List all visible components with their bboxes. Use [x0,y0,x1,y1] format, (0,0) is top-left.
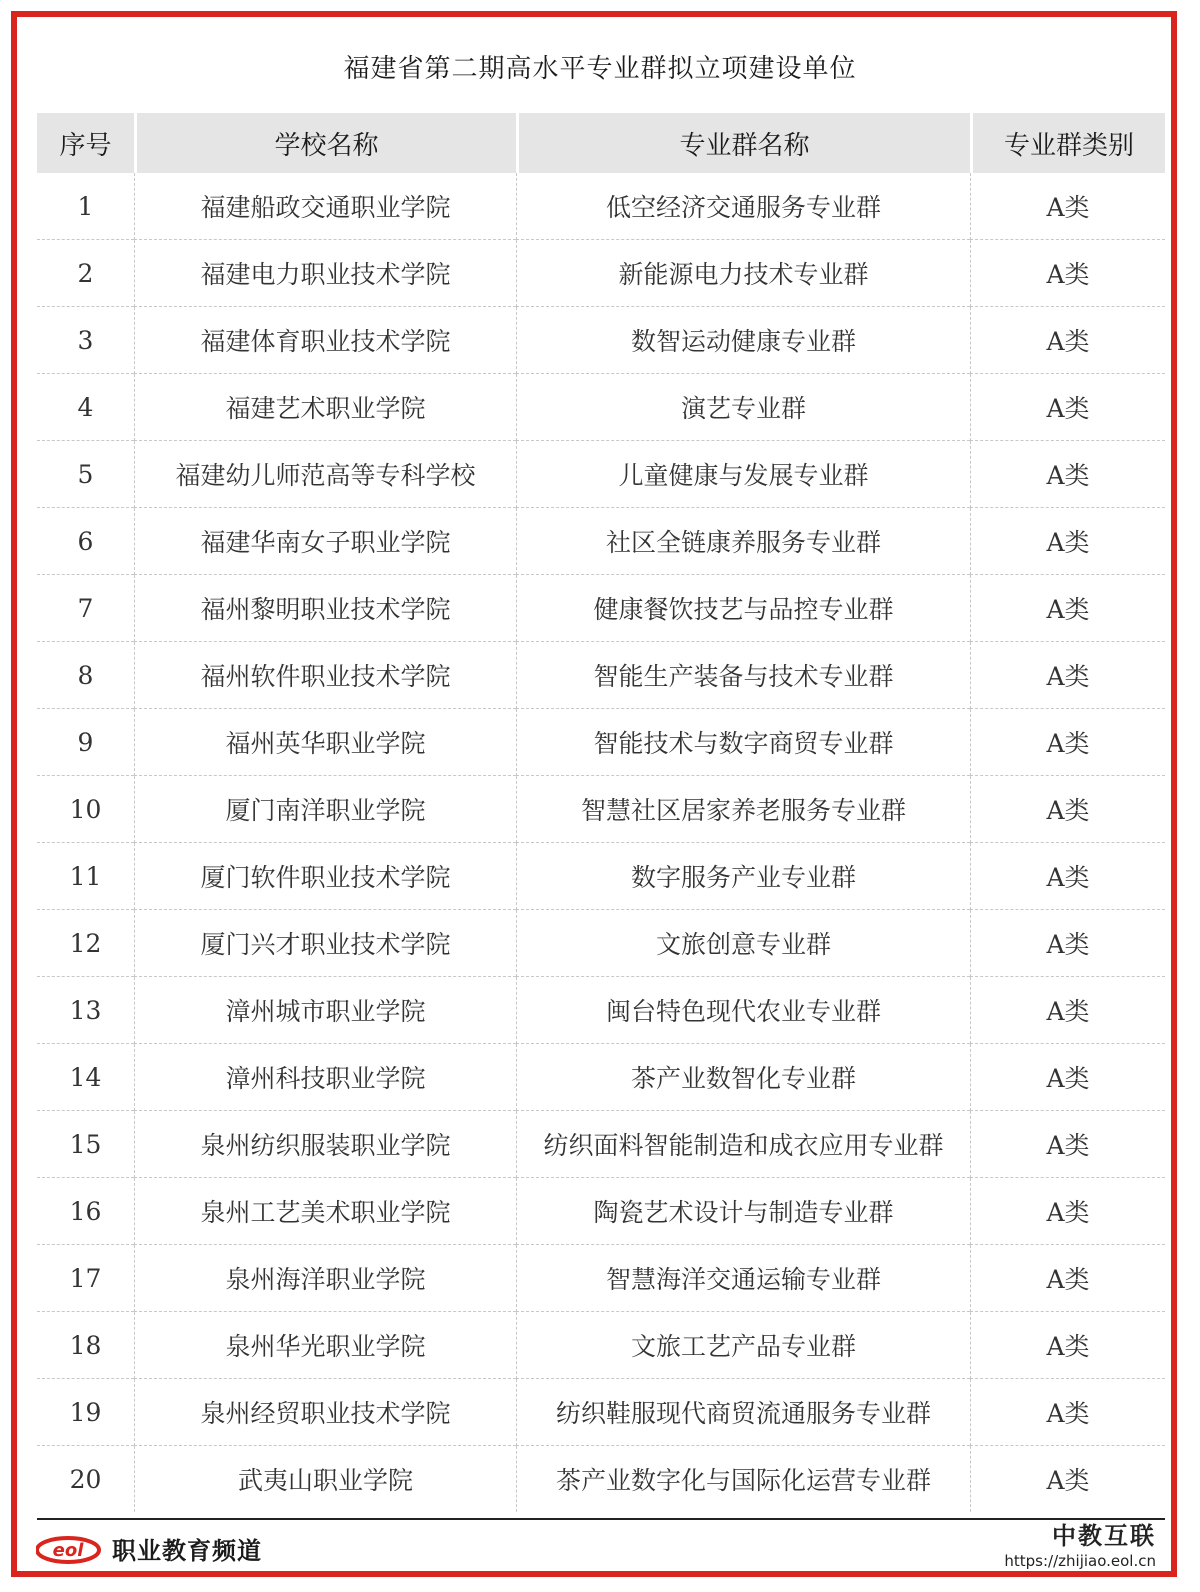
cell-serial: 7 [37,575,134,642]
cell-school-name: 泉州华光职业学院 [134,1312,516,1379]
table-row [37,1111,1165,1178]
cell-category: A类 [970,1379,1165,1446]
cell-category: A类 [970,575,1165,642]
cell-category: A类 [970,508,1165,575]
cell-school-name: 武夷山职业学院 [134,1446,516,1512]
cell-school-name: 福州黎明职业技术学院 [134,575,516,642]
cell-group-name: 儿童健康与发展专业群 [516,441,970,508]
table-row [37,776,1165,843]
table-row [37,374,1165,441]
table-row [37,1379,1165,1446]
cell-category: A类 [970,776,1165,843]
table-row [37,575,1165,642]
page-title: 福建省第二期高水平专业群拟立项建设单位 [343,54,857,84]
cell-school-name: 泉州纺织服装职业学院 [134,1111,516,1178]
cell-group-name: 数智运动健康专业群 [516,307,970,374]
footer-divider [37,1518,1165,1520]
cell-serial: 5 [37,441,134,508]
header-serial: 序号 [37,113,134,173]
cell-group-name: 闽台特色现代农业专业群 [516,977,970,1044]
table-row [37,173,1165,240]
table-row [37,1178,1165,1245]
cell-group-name: 文旅工艺产品专业群 [516,1312,970,1379]
cell-group-name: 茶产业数字化与国际化运营专业群 [516,1446,970,1512]
header-category: 专业群类别 [970,113,1165,173]
cell-group-name: 演艺专业群 [516,374,970,441]
table-row [37,910,1165,977]
cell-category: A类 [970,709,1165,776]
cell-category: A类 [970,240,1165,307]
cell-school-name: 福州软件职业技术学院 [134,642,516,709]
logo-channel-name: 职业教育频道 [112,1536,262,1565]
cell-school-name: 泉州经贸职业技术学院 [134,1379,516,1446]
cell-serial: 19 [37,1379,134,1446]
cell-school-name: 福建船政交通职业学院 [134,173,516,240]
cell-serial: 8 [37,642,134,709]
cell-group-name: 纺织鞋服现代商贸流通服务专业群 [516,1379,970,1446]
cell-group-name: 智能技术与数字商贸专业群 [516,709,970,776]
cell-group-name: 茶产业数智化专业群 [516,1044,970,1111]
cell-school-name: 泉州海洋职业学院 [134,1245,516,1312]
cell-group-name: 智慧海洋交通运输专业群 [516,1245,970,1312]
brand-name: 中教互联 [1052,1522,1156,1550]
cell-school-name: 福建艺术职业学院 [134,374,516,441]
cell-serial: 13 [37,977,134,1044]
brand-url[interactable]: https://zhijiao.eol.cn [1004,1552,1156,1570]
header-group: 专业群名称 [516,113,970,173]
cell-serial: 12 [37,910,134,977]
table-row [37,843,1165,910]
table-row [37,441,1165,508]
cell-serial: 4 [37,374,134,441]
table-row [37,709,1165,776]
cell-group-name: 文旅创意专业群 [516,910,970,977]
cell-school-name: 厦门兴才职业技术学院 [134,910,516,977]
cell-serial: 16 [37,1178,134,1245]
table-row [37,1044,1165,1111]
cell-category: A类 [970,1245,1165,1312]
cell-school-name: 漳州科技职业学院 [134,1044,516,1111]
cell-group-name: 陶瓷艺术设计与制造专业群 [516,1178,970,1245]
table-row [37,240,1165,307]
cell-category: A类 [970,1312,1165,1379]
cell-category: A类 [970,642,1165,709]
cell-school-name: 漳州城市职业学院 [134,977,516,1044]
cell-category: A类 [970,374,1165,441]
cell-group-name: 健康餐饮技艺与品控专业群 [516,575,970,642]
cell-serial: 15 [37,1111,134,1178]
cell-school-name: 厦门软件职业技术学院 [134,843,516,910]
cell-category: A类 [970,173,1165,240]
table-row [37,307,1165,374]
brand-block [1004,1521,1156,1571]
cell-school-name: 泉州工艺美术职业学院 [134,1178,516,1245]
table-header-row [37,113,1165,173]
eol-logo-mark-icon [36,1530,106,1566]
table-row [37,1312,1165,1379]
cell-serial: 2 [37,240,134,307]
cell-category: A类 [970,977,1165,1044]
svg-text:eol: eol [52,1540,84,1561]
cell-school-name: 福州英华职业学院 [134,709,516,776]
cell-serial: 18 [37,1312,134,1379]
table-row [37,508,1165,575]
cell-group-name: 纺织面料智能制造和成衣应用专业群 [516,1111,970,1178]
cell-group-name: 低空经济交通服务专业群 [516,173,970,240]
cell-serial: 1 [37,173,134,240]
cell-group-name: 智能生产装备与技术专业群 [516,642,970,709]
cell-school-name: 厦门南洋职业学院 [134,776,516,843]
header-school: 学校名称 [134,113,516,173]
cell-group-name: 社区全链康养服务专业群 [516,508,970,575]
cell-category: A类 [970,1044,1165,1111]
cell-school-name: 福建电力职业技术学院 [134,240,516,307]
cell-serial: 10 [37,776,134,843]
table-row [37,977,1165,1044]
cell-serial: 14 [37,1044,134,1111]
cell-category: A类 [970,307,1165,374]
table-row [37,642,1165,709]
cell-group-name: 数字服务产业专业群 [516,843,970,910]
eol-logo [36,1528,262,1568]
table-row [37,1245,1165,1312]
cell-category: A类 [970,910,1165,977]
cell-serial: 3 [37,307,134,374]
cell-serial: 9 [37,709,134,776]
cell-serial: 11 [37,843,134,910]
cell-category: A类 [970,1446,1165,1512]
cell-school-name: 福建幼儿师范高等专科学校 [134,441,516,508]
table-row [37,1446,1165,1512]
cell-category: A类 [970,843,1165,910]
cell-category: A类 [970,1111,1165,1178]
cell-category: A类 [970,1178,1165,1245]
cell-serial: 20 [69,1464,102,1494]
cell-school-name: 福建体育职业技术学院 [134,307,516,374]
cell-group-name: 新能源电力技术专业群 [516,240,970,307]
project-table [37,113,1165,1512]
cell-serial: 6 [37,508,134,575]
cell-category: A类 [970,441,1165,508]
cell-group-name: 智慧社区居家养老服务专业群 [516,776,970,843]
cell-serial: 17 [37,1245,134,1312]
cell-school-name: 福建华南女子职业学院 [134,508,516,575]
